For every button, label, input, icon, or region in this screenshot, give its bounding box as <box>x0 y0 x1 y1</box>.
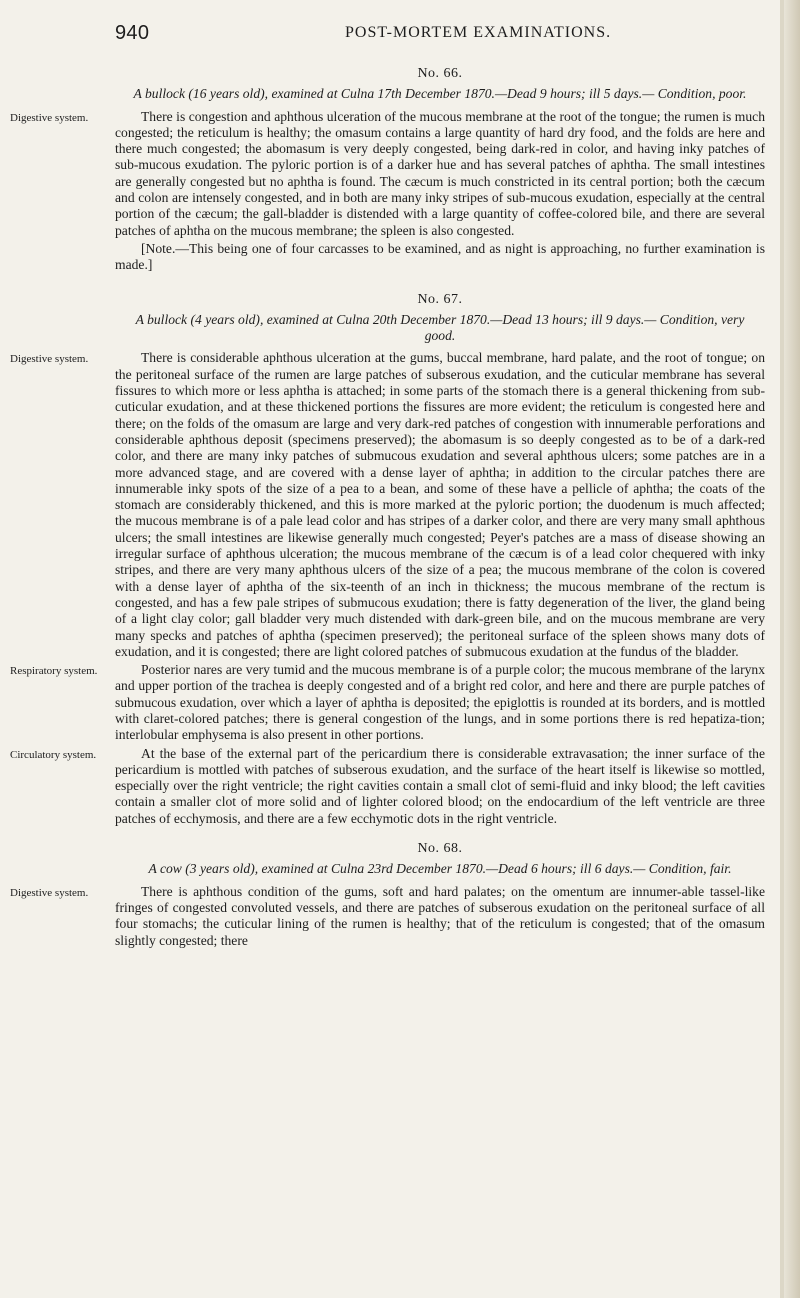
case-paragraph <box>10 108 765 239</box>
side-label: Respiratory system. <box>10 665 98 678</box>
paragraph-text: At the base of the external part of the pericardium there is considerable extravasation; the inner surface of the pericardium is mottled with patches of subserous exudation, and the surface of the heart itself is likewise so mottled, especially over the right ventricle; the right cavities contain a small clot of semi-fluid and inky blood; the left cavities contain a smaller clot of more solid and of lighter colored blood; on the endocardium of the left ventricle are three patches of ecchymosis, and there are a few ecchymotic dots in the right ventricle. <box>115 745 765 826</box>
paragraph-text: There is considerable aphthous ulceration at the gums, buccal membrane, hard palate, and the root of tongue; on the peritoneal surface of the rumen are large patches of subserous exudation, and the cuticular membrane has several fissures to which more or less aphtha is attached; in some parts of the stomach there is a general thickening from sub-cuticular exudation, and at these thickened portions the fissures are more evident; the reticulum is congested here and there; on the folds of the omasum are large and very dark-red patches of congestion with innumerable perforations and considerable aphthous deposit (specimens preserved); the abomasum is so deeply congested as to be of a dark-red color, and there are many inky patches of submucous exudation and several aphthous ulcers; some patches are in a more advanced stage, and are covered with a dense layer of aphtha; in addition to the circular patches there are innumerable inky spots of the size of a pea to a bean, and some of these have a pellicle of aphtha; the coats of the stomach are considerably thickened, and this is more marked at the pyloric portion; the duodenum is much affected; the mucous membrane is of a pale lead color and has stripes of a darker color, and there are very many small aphthous ulcers; the small intestines are likewise generally much congested; Peyer's patches are a mass of disease showing an irregular surface of aphthous ulceration; the mucous membrane of the cæcum is of a lead color chequered with inky stripes, and there are very many aphthous ulcers of the size of a pea; the mucous membrane of the colon is covered with a dense layer of aphtha of the six-teenth of an inch in thickness; the mucous membrane of the rectum is congested, and has a few pale stripes of submucous exudation; there is fatty degeneration of the liver, the gland being of a light clay color; gall bladder very much distended with dark-green bile, and on the mucous membrane are very many specks and patches of aphtha (specimen preserved); the peritoneal surface of the spleen shows many dots of exudation, and it is congested; there are light colored patches of submucous exudation at the fundus of the bladder. <box>115 350 765 659</box>
case-paragraph <box>10 745 765 827</box>
case-title: A bullock (4 years old), examined at Culna 20th December 1870.—Dead 13 hours; ill 9 days.— Condition, very good. <box>135 311 745 344</box>
case-paragraph <box>10 883 765 949</box>
paragraph-text: There is aphthous condition of the gums, soft and hard palates; on the omentum are innumer-able tassel-like fringes of congested convoluted vessels, and there are patches of subserous exudation on the peritoneal surface of all four stomachs; the cuticular lining of the rumen is healthy; that of the reticulum is congested; that of the omasum slightly congested; there <box>115 883 765 948</box>
case-68 <box>10 841 765 949</box>
paragraph-text: There is congestion and aphthous ulceration of the mucous membrane at the root of the tongue; the rumen is much congested; the reticulum is healthy; the omasum contains a large quantity of hard dry food, and the folds are here and there much congested; the abomasum is very deeply congested, being dark-red in color, and having inky patches of sub-mucous exudation. The pyloric portion is of a darker hue and has several patches of aphtha. The small intestines are generally congested but no aphtha is found. The cæcum is much constricted in its central portion; both the cæcum and colon are intensely congested, and in both are many inky stripes of sub-mucous exudation, especially at the central portion of the cæcum; the gall-bladder is distended with a large quantity of coffee-colored bile, and there are several patches of aphtha on the mucous membrane; the spleen is also congested. <box>115 108 765 238</box>
case-number: No. 67. <box>417 291 463 307</box>
case-paragraph <box>10 662 765 743</box>
case-67 <box>10 291 765 828</box>
side-label: Digestive system. <box>10 886 89 899</box>
case-title: A bullock (16 years old), examined at Culna 17th December 1870.—Dead 9 hours; ill 5 days.— Condition, poor. <box>133 86 747 102</box>
page-edge <box>784 0 800 1298</box>
side-label: Digestive system. <box>10 111 89 124</box>
side-label: Circulatory system. <box>10 748 97 761</box>
case-66 <box>10 66 765 274</box>
running-head: POST-MORTEM EXAMINATIONS. <box>345 24 612 41</box>
case-paragraph <box>10 350 765 660</box>
case-title: A cow (3 years old), examined at Culna 23rd December 1870.—Dead 6 hours; ill 6 days.— Condition, fair. <box>148 861 732 877</box>
page-content <box>10 66 765 951</box>
paragraph-text: Posterior nares are very tumid and the mucous membrane is of a purple color; the mucous membrane of the larynx and upper portion of the trachea is deeply congested and of a bright red color, and here and there are purple patches of submucous exudation, over which a layer of aphtha is deposited; the epiglottis is rounded at its borders, and is mottled with claret-colored patches; there is general congestion of the lungs, and in some portions there is red hepatiza-tion; interlobular emphysema is also present in other portions. <box>115 662 765 743</box>
case-number: No. 66. <box>417 66 463 81</box>
page-number: 940 <box>115 22 150 44</box>
case-number: No. 68. <box>417 841 463 857</box>
side-label: Digestive system. <box>10 353 89 366</box>
case-note: [Note.—This being one of four carcasses to be examined, and as night is approaching, no further examination is made.] <box>115 240 765 273</box>
